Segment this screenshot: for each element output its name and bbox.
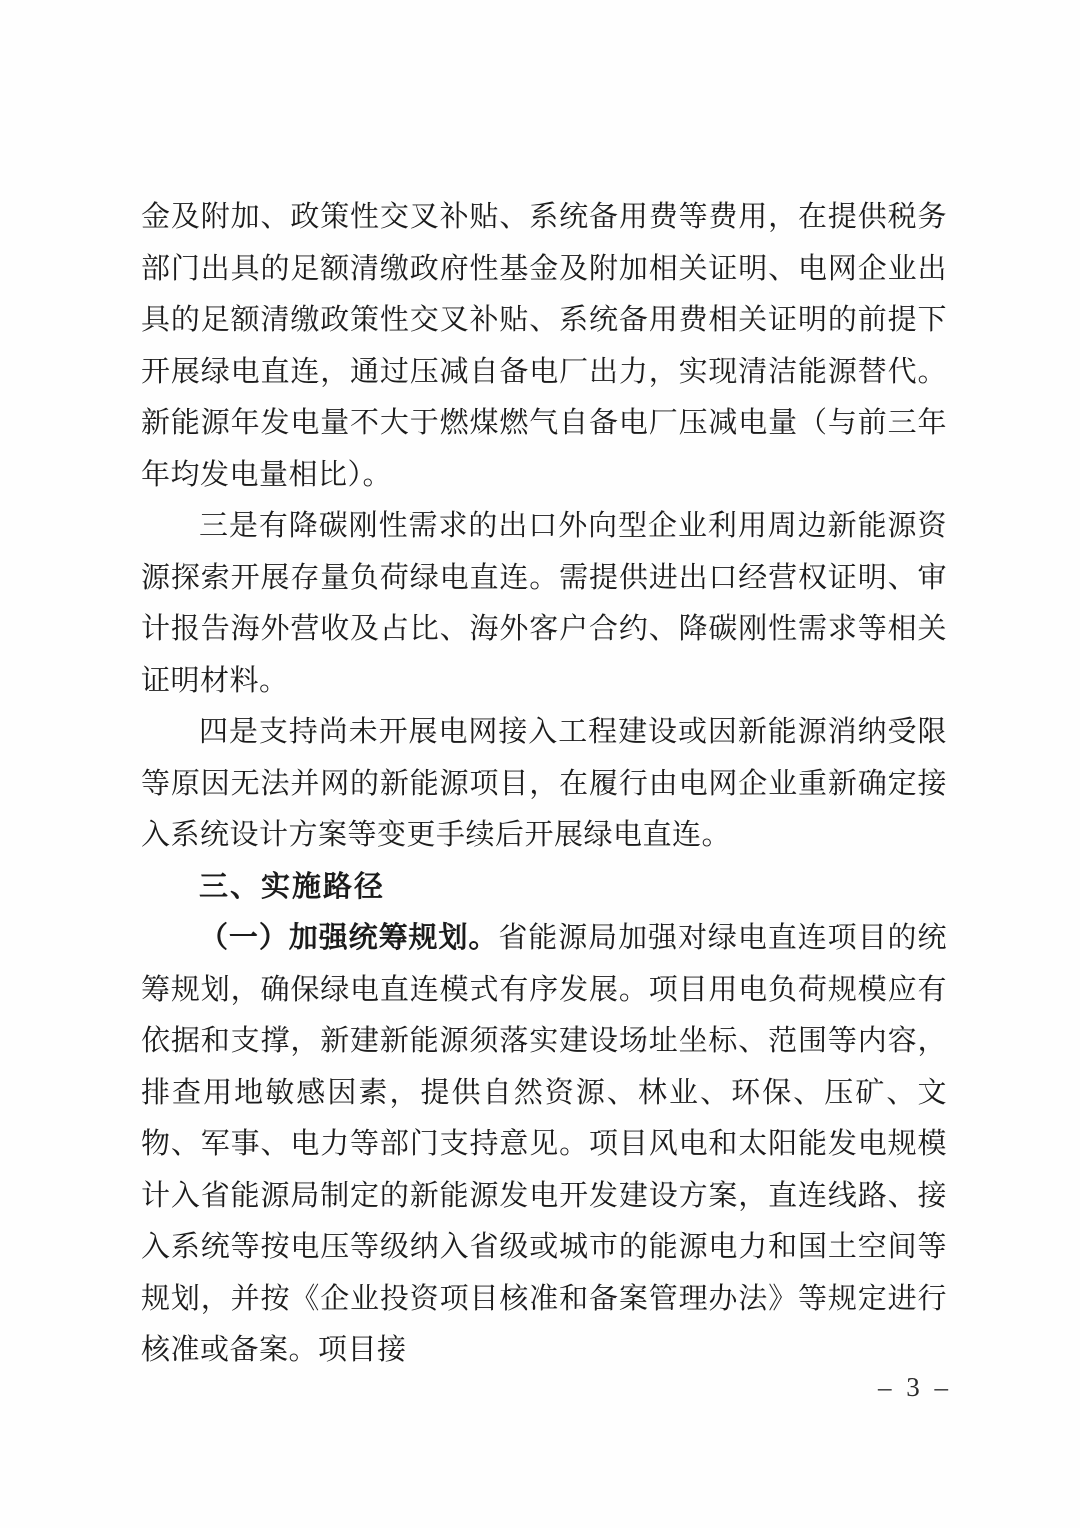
paragraph-third-item: 三是有降碳刚性需求的出口外向型企业利用周边新能源资源探索开展存量负荷绿电直连。需提供进出口经营权证明、审计报告海外营收及占比、海外客户合约、降碳刚性需求等相关证明材料。: [141, 510, 947, 697]
paragraph-lead-in: （一）加强统筹规划。: [199, 922, 499, 954]
document-body: [141, 192, 947, 1377]
paragraph-body-text: 省能源局加强对绿电直连项目的统筹规划，确保绿电直连模式有序发展。项目用电负荷规模应有依据和支撑，新建新能源须落实建设场址坐标、范围等内容，排查用地敏感因素，提供自然资源、林业、环保、压矿、文物、军事、电力等部门支持意见。项目风电和太阳能发电规模计入省能源局制定的新能源发电开发建设方案，直连线路、接入系统等按电压等级纳入省级或城市的能源电力和国土空间等规划，并按《企业投资项目核准和备案管理办法》等规定进行核准或备案。项目接: [141, 922, 947, 1366]
paragraph-continuation: 金及附加、政策性交叉补贴、系统备用费等费用，在提供税务部门出具的足额清缴政府性基金及附加相关证明、电网企业出具的足额清缴政策性交叉补贴、系统备用费相关证明的前提下开展绿电直连，通过压减自备电厂出力，实现清洁能源替代。新能源年发电量不大于燃煤燃气自备电厂压减电量（与前三年年均发电量相比）。: [141, 201, 947, 491]
section-heading-implementation-path: 三、实施路径: [199, 870, 386, 903]
paragraph-fourth-item: 四是支持尚未开展电网接入工程建设或因新能源消纳受限等原因无法并网的新能源项目，在履行由电网企业重新确定接入系统设计方案等变更手续后开展绿电直连。: [141, 716, 947, 851]
paragraph-strengthen-planning: [141, 913, 947, 1377]
page-number: – 3 –: [878, 1372, 952, 1402]
